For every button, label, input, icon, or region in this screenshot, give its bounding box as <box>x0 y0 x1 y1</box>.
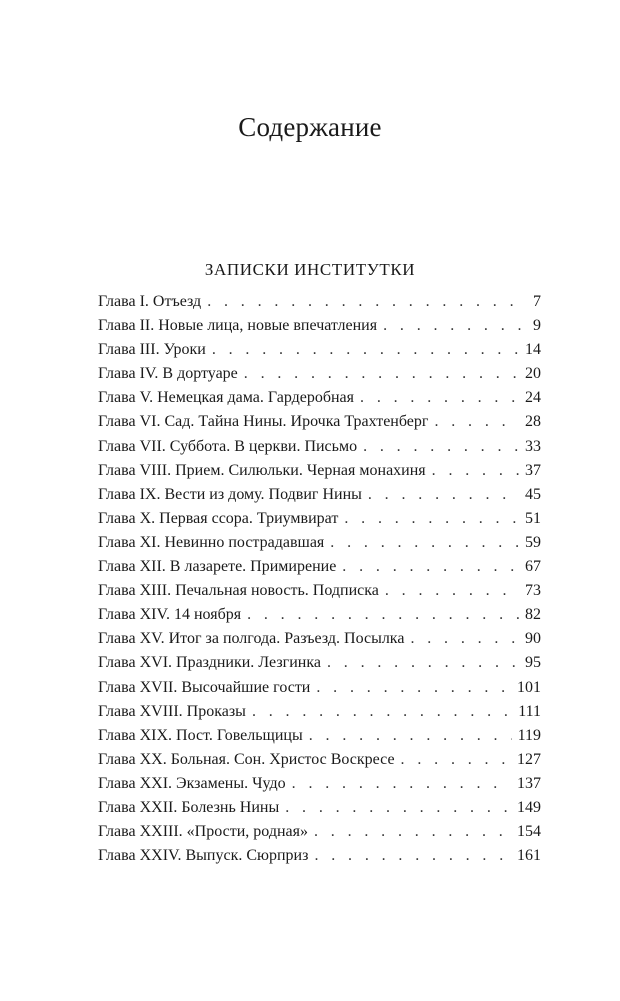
toc-entry-page-number: 9 <box>533 317 541 335</box>
toc-entry-label: Глава IX. Вести из дому. Подвиг Нины <box>98 485 362 503</box>
toc-entry[interactable] <box>98 314 541 338</box>
toc-entry[interactable] <box>98 748 541 772</box>
toc-entry-label: Глава IV. В дортуаре <box>98 365 238 383</box>
toc-entry-page-number: 28 <box>525 413 541 431</box>
toc-entry-page-number: 137 <box>517 774 541 792</box>
toc-entry-page-number: 67 <box>525 558 541 576</box>
toc-entry-page-number: 127 <box>517 750 541 768</box>
toc-entry[interactable] <box>98 820 541 844</box>
toc-entry[interactable] <box>98 507 541 531</box>
toc-leader-dots <box>432 459 519 483</box>
toc-entry[interactable] <box>98 531 541 555</box>
toc-entry[interactable] <box>98 651 541 675</box>
toc-entry[interactable] <box>98 724 541 748</box>
toc-leader-dots <box>207 290 527 314</box>
section-title: ЗАПИСКИ ИНСТИТУТКИ <box>204 260 416 279</box>
toc-entry-label: Глава I. Отъезд <box>98 293 202 310</box>
toc-entry-label: Глава XX. Больная. Сон. Христос Воскресе <box>98 750 395 768</box>
toc-leader-dots <box>212 338 519 362</box>
toc-entry-page-number: 95 <box>525 654 541 672</box>
toc-entry-label: Глава XXIV. Выпуск. Сюрприз <box>98 847 309 865</box>
toc-entry-page-number: 45 <box>525 485 541 503</box>
toc-entry[interactable] <box>98 579 541 603</box>
toc-leader-dots <box>383 314 527 338</box>
toc-entry[interactable] <box>98 338 541 362</box>
toc-leader-dots <box>292 772 511 796</box>
toc-entry-label: Глава XVI. Праздники. Лезгинка <box>98 654 321 672</box>
toc-leader-dots <box>344 507 519 531</box>
toc-entry[interactable] <box>98 290 541 314</box>
toc-leader-dots <box>252 700 512 724</box>
toc-leader-dots <box>316 676 511 700</box>
toc-entry[interactable] <box>98 410 541 434</box>
toc-entry[interactable] <box>98 844 541 868</box>
toc-entry-page-number: 101 <box>517 678 541 696</box>
toc-entry[interactable] <box>98 555 541 579</box>
toc-entry-page-number: 24 <box>525 389 541 407</box>
toc-leader-dots <box>309 724 512 748</box>
toc-entry-label: Глава XV. Итог за полгода. Разъезд. Посылка <box>98 630 405 648</box>
toc-entry-page-number: 33 <box>525 437 541 455</box>
toc-entry-page-number: 154 <box>517 823 541 841</box>
toc-entry-label: Глава XI. Невинно пострадавшая <box>98 533 325 551</box>
toc-entry-page-number: 59 <box>525 533 541 551</box>
toc-entry-page-number: 37 <box>525 461 541 479</box>
toc-entry-page-number: 149 <box>517 798 541 816</box>
toc-entry-page-number: 73 <box>525 582 541 600</box>
toc-entry-label: Глава XIX. Пост. Говельщицы <box>98 726 303 744</box>
toc-entry-label: Глава XVIII. Проказы <box>98 702 246 720</box>
toc-leader-dots <box>327 651 519 675</box>
toc-leader-dots <box>314 820 511 844</box>
toc-entry-page-number: 161 <box>517 847 541 865</box>
toc-leader-dots <box>363 435 519 459</box>
toc-entry-label: Глава VI. Сад. Тайна Нины. Ирочка Трахтенберг <box>98 413 429 431</box>
toc-entry-page-number: 7 <box>533 293 541 310</box>
toc-leader-dots <box>410 627 519 651</box>
toc-entry-page-number: 20 <box>525 365 541 383</box>
toc-entry[interactable] <box>98 796 541 820</box>
toc-entry-label: Глава XXII. Болезнь Нины <box>98 798 280 816</box>
toc-entry-label: Глава XXIII. «Прости, родная» <box>98 823 308 841</box>
toc-leader-dots <box>314 844 511 868</box>
toc-leader-dots <box>401 748 511 772</box>
toc-leader-dots <box>244 362 519 386</box>
toc-entry[interactable] <box>98 700 541 724</box>
toc-entry[interactable] <box>98 772 541 796</box>
toc-entry-label: Глава VIII. Прием. Силюльки. Черная монахиня <box>98 461 426 479</box>
toc-leader-dots <box>360 386 519 410</box>
toc-entry-label: Глава III. Уроки <box>98 341 206 359</box>
toc-entry[interactable] <box>98 362 541 386</box>
toc-entry-label: Глава II. Новые лица, новые впечатления <box>98 317 378 335</box>
toc-entry[interactable] <box>98 676 541 700</box>
toc-entry-page-number: 51 <box>525 509 541 527</box>
toc-entry[interactable] <box>98 386 541 410</box>
toc-entry-page-number: 14 <box>525 341 541 359</box>
toc-entry-label: Глава XII. В лазарете. Примирение <box>98 558 337 576</box>
toc-leader-dots <box>285 796 511 820</box>
toc-entry[interactable] <box>98 435 541 459</box>
page-title: Содержание <box>238 112 382 142</box>
toc-entry-label: Глава XIV. 14 ноября <box>98 606 242 624</box>
toc-entry-page-number: 111 <box>518 702 541 720</box>
toc-leader-dots <box>330 531 519 555</box>
table-of-contents <box>98 290 541 868</box>
toc-leader-dots <box>368 483 519 507</box>
toc-entry-label: Глава XXI. Экзамены. Чудо <box>98 774 286 792</box>
toc-entry-label: Глава XVII. Высочайшие гости <box>98 678 311 696</box>
toc-leader-dots <box>247 603 519 627</box>
toc-entry-page-number: 82 <box>525 606 541 624</box>
toc-entry-label: Глава X. Первая ссора. Триумвират <box>98 509 339 527</box>
toc-entry-page-number: 90 <box>525 630 541 648</box>
toc-leader-dots <box>342 555 519 579</box>
toc-entry-label: Глава V. Немецкая дама. Гардеробная <box>98 389 355 407</box>
toc-entry[interactable] <box>98 603 541 627</box>
toc-entry-page-number: 119 <box>517 726 541 744</box>
toc-leader-dots <box>385 579 519 603</box>
toc-entry[interactable] <box>98 627 541 651</box>
toc-leader-dots <box>434 410 519 434</box>
toc-entry[interactable] <box>98 459 541 483</box>
toc-entry-label: Глава XIII. Печальная новость. Подписка <box>98 582 379 600</box>
toc-entry[interactable] <box>98 483 541 507</box>
toc-entry-label: Глава VII. Суббота. В церкви. Письмо <box>98 437 358 455</box>
